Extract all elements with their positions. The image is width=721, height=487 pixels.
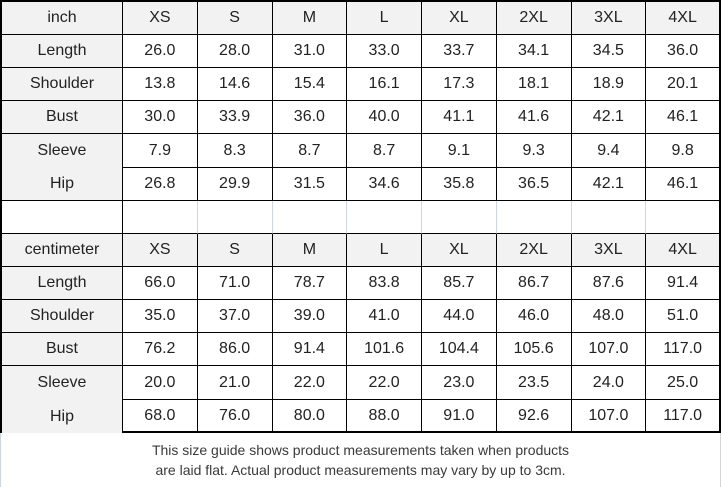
unit-label: inch bbox=[2, 2, 123, 35]
size-column-header: 2XL bbox=[497, 2, 572, 35]
measure-value: 87.6 bbox=[572, 267, 647, 300]
measure-value: 105.6 bbox=[497, 333, 572, 366]
measure-value: 24.0 bbox=[572, 366, 647, 400]
spacer-cell bbox=[2, 201, 123, 234]
measure-value: 21.0 bbox=[198, 366, 273, 400]
measure-value: 28.0 bbox=[198, 35, 273, 68]
measure-value: 9.8 bbox=[646, 134, 721, 168]
unit-header-row-inch bbox=[2, 2, 721, 35]
measure-label: Hip bbox=[2, 168, 123, 201]
measure-value: 40.0 bbox=[347, 101, 422, 134]
measure-value: 68.0 bbox=[123, 400, 198, 433]
measure-row-shoulder bbox=[2, 68, 721, 101]
size-column-header: L bbox=[347, 2, 422, 35]
size-column-header: S bbox=[198, 234, 273, 267]
measure-value: 8.3 bbox=[198, 134, 273, 168]
measure-value: 91.0 bbox=[422, 400, 497, 433]
spacer-cell bbox=[123, 201, 198, 234]
measure-value: 91.4 bbox=[273, 333, 348, 366]
measure-value: 46.0 bbox=[497, 300, 572, 333]
spacer-cell bbox=[347, 201, 422, 234]
measure-value: 117.0 bbox=[646, 400, 721, 433]
measure-value: 18.1 bbox=[497, 68, 572, 101]
measure-label: Length bbox=[2, 267, 123, 300]
measure-value: 18.9 bbox=[572, 68, 647, 101]
measure-value: 107.0 bbox=[572, 333, 647, 366]
measure-value: 15.4 bbox=[273, 68, 348, 101]
measure-value: 26.8 bbox=[123, 168, 198, 201]
measure-value: 86.0 bbox=[198, 333, 273, 366]
size-column-header: XS bbox=[123, 2, 198, 35]
measure-value: 17.3 bbox=[422, 68, 497, 101]
spacer-cell bbox=[646, 201, 721, 234]
size-column-header: M bbox=[273, 2, 348, 35]
measure-value: 25.0 bbox=[646, 366, 721, 400]
measure-value: 86.7 bbox=[497, 267, 572, 300]
measure-value: 33.9 bbox=[198, 101, 273, 134]
measure-row-sleeve bbox=[2, 134, 721, 168]
measure-row-hip bbox=[2, 400, 721, 433]
size-column-header: 3XL bbox=[572, 234, 647, 267]
size-column-header: XS bbox=[123, 234, 198, 267]
unit-label: centimeter bbox=[2, 234, 123, 267]
measure-value: 92.6 bbox=[497, 400, 572, 433]
measure-row-length bbox=[2, 267, 721, 300]
measure-value: 30.0 bbox=[123, 101, 198, 134]
measure-label: Sleeve bbox=[2, 134, 123, 168]
measure-value: 117.0 bbox=[646, 333, 721, 366]
measure-value: 26.0 bbox=[123, 35, 198, 68]
size-column-header: XL bbox=[422, 2, 497, 35]
measure-value: 41.0 bbox=[347, 300, 422, 333]
spacer-cell bbox=[422, 201, 497, 234]
measure-value: 20.0 bbox=[123, 366, 198, 400]
measure-row-bust bbox=[2, 333, 721, 366]
measure-value: 8.7 bbox=[347, 134, 422, 168]
measure-value: 76.2 bbox=[123, 333, 198, 366]
measure-value: 104.4 bbox=[422, 333, 497, 366]
measure-value: 8.7 bbox=[273, 134, 348, 168]
size-column-header: 3XL bbox=[572, 2, 647, 35]
measure-value: 80.0 bbox=[273, 400, 348, 433]
measure-value: 33.0 bbox=[347, 35, 422, 68]
measure-label: Shoulder bbox=[2, 300, 123, 333]
spacer-cell bbox=[497, 201, 572, 234]
measure-value: 9.3 bbox=[497, 134, 572, 168]
measure-value: 7.9 bbox=[123, 134, 198, 168]
footer-note bbox=[0, 433, 721, 487]
measure-value: 85.7 bbox=[422, 267, 497, 300]
measure-value: 88.0 bbox=[347, 400, 422, 433]
size-column-header: 4XL bbox=[646, 2, 721, 35]
measure-value: 39.0 bbox=[273, 300, 348, 333]
measure-value: 83.8 bbox=[347, 267, 422, 300]
measure-value: 9.1 bbox=[422, 134, 497, 168]
measure-value: 42.1 bbox=[572, 101, 647, 134]
measure-value: 20.1 bbox=[646, 68, 721, 101]
size-column-header: M bbox=[273, 234, 348, 267]
measure-label: Hip bbox=[2, 400, 123, 433]
measure-value: 23.5 bbox=[497, 366, 572, 400]
measure-value: 31.0 bbox=[273, 35, 348, 68]
measure-value: 22.0 bbox=[347, 366, 422, 400]
measure-value: 48.0 bbox=[572, 300, 647, 333]
measure-value: 51.0 bbox=[646, 300, 721, 333]
measure-label: Bust bbox=[2, 101, 123, 134]
size-column-header: XL bbox=[422, 234, 497, 267]
measure-value: 16.1 bbox=[347, 68, 422, 101]
measure-value: 91.4 bbox=[646, 267, 721, 300]
measure-value: 9.4 bbox=[572, 134, 647, 168]
measure-value: 46.1 bbox=[646, 101, 721, 134]
size-column-header: S bbox=[198, 2, 273, 35]
measure-value: 37.0 bbox=[198, 300, 273, 333]
spacer-row bbox=[2, 201, 721, 234]
measure-value: 34.5 bbox=[572, 35, 647, 68]
measure-value: 29.9 bbox=[198, 168, 273, 201]
footer-note-line-2: are laid flat. Actual product measurements may vary by up to 3cm. bbox=[155, 462, 566, 478]
measure-value: 14.6 bbox=[198, 68, 273, 101]
measure-value: 71.0 bbox=[198, 267, 273, 300]
unit-header-row-centimeter bbox=[2, 234, 721, 267]
measure-value: 36.0 bbox=[273, 101, 348, 134]
measure-value: 22.0 bbox=[273, 366, 348, 400]
measure-value: 41.6 bbox=[497, 101, 572, 134]
measure-value: 33.7 bbox=[422, 35, 497, 68]
measure-value: 42.1 bbox=[572, 168, 647, 201]
measure-value: 13.8 bbox=[123, 68, 198, 101]
size-column-header: 4XL bbox=[646, 234, 721, 267]
measure-label: Bust bbox=[2, 333, 123, 366]
spacer-cell bbox=[198, 201, 273, 234]
measure-value: 76.0 bbox=[198, 400, 273, 433]
measure-value: 36.5 bbox=[497, 168, 572, 201]
measure-row-shoulder bbox=[2, 300, 721, 333]
measure-label: Shoulder bbox=[2, 68, 123, 101]
size-guide-table-body bbox=[2, 2, 721, 433]
measure-row-length bbox=[2, 35, 721, 68]
size-column-header: L bbox=[347, 234, 422, 267]
measure-value: 66.0 bbox=[123, 267, 198, 300]
spacer-cell bbox=[572, 201, 647, 234]
measure-value: 34.6 bbox=[347, 168, 422, 201]
footer-note-line-1: This size guide shows product measurements taken when products bbox=[151, 441, 570, 458]
spacer-cell bbox=[273, 201, 348, 234]
measure-value: 44.0 bbox=[422, 300, 497, 333]
measure-label: Sleeve bbox=[2, 366, 123, 400]
measure-value: 101.6 bbox=[347, 333, 422, 366]
measure-value: 31.5 bbox=[273, 168, 348, 201]
size-column-header: 2XL bbox=[497, 234, 572, 267]
measure-row-sleeve bbox=[2, 366, 721, 400]
measure-value: 41.1 bbox=[422, 101, 497, 134]
measure-row-hip bbox=[2, 168, 721, 201]
measure-label: Length bbox=[2, 35, 123, 68]
measure-value: 78.7 bbox=[273, 267, 348, 300]
measure-value: 34.1 bbox=[497, 35, 572, 68]
measure-value: 46.1 bbox=[646, 168, 721, 201]
measure-value: 23.0 bbox=[422, 366, 497, 400]
measure-row-bust bbox=[2, 101, 721, 134]
measure-value: 107.0 bbox=[572, 400, 647, 433]
measure-value: 36.0 bbox=[646, 35, 721, 68]
measure-value: 35.8 bbox=[422, 168, 497, 201]
measure-value: 35.0 bbox=[123, 300, 198, 333]
